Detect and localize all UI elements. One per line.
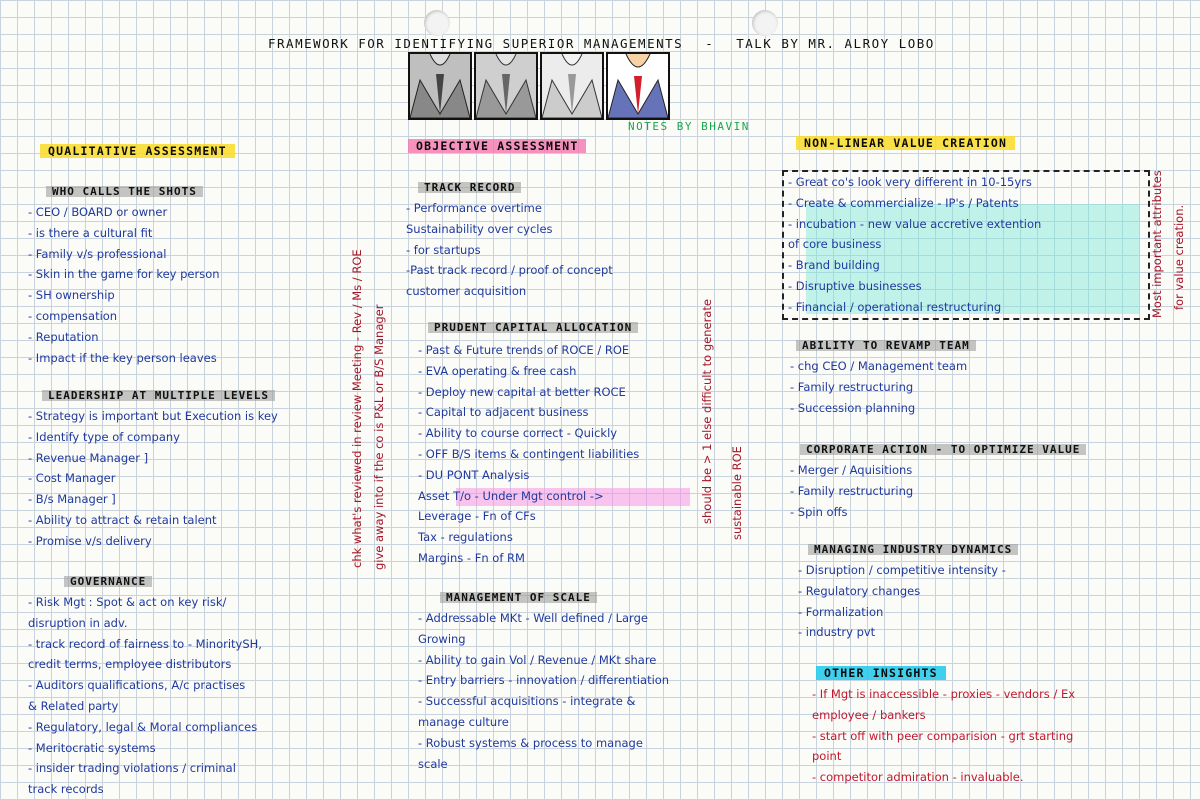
list-item: manage culture: [418, 714, 509, 729]
vertical-note-roe-threshold: should be > 1 else difficult to generate: [700, 299, 714, 524]
list-item: - SH ownership: [28, 288, 115, 303]
corporate-action-list: [790, 460, 913, 522]
list-item: - Successful acquisitions - integrate &: [418, 694, 636, 709]
suit-figure-2-icon: [474, 52, 538, 120]
notes-by-label: NOTES BY BHAVIN: [628, 120, 750, 133]
list-item: - Ability to attract & retain talent: [28, 512, 217, 527]
who-calls-heading: WHO CALLS THE SHOTS: [46, 184, 203, 199]
objective-heading: OBJECTIVE ASSESSMENT: [408, 137, 586, 155]
nonlinear-list: [788, 172, 1041, 318]
page-title: [268, 36, 935, 51]
list-item: - Formalization: [798, 604, 884, 619]
list-item: - Past & Future trends of ROCE / ROE: [418, 343, 630, 357]
list-item: - chg CEO / Management team: [790, 359, 968, 373]
suit-figure-4-icon: [606, 52, 670, 120]
scale-heading: MANAGEMENT OF SCALE: [440, 590, 597, 605]
list-item: - Merger / Aquisitions: [790, 463, 913, 477]
list-item: - OFF B/S items & contingent liabilities: [418, 446, 640, 461]
list-item: Tax - regulations: [418, 530, 513, 545]
capital-allocation-list: [418, 340, 639, 569]
industry-dynamics-heading: MANAGING INDUSTRY DYNAMICS: [808, 542, 1018, 557]
list-item: - for startups: [406, 242, 481, 257]
list-item: employee / bankers: [812, 707, 926, 722]
list-item: - Revenue Manager ]: [28, 450, 149, 465]
list-item: scale: [418, 756, 448, 771]
punch-hole-left: [424, 10, 450, 36]
suit-figure-1-icon: [408, 52, 472, 120]
scale-list: [418, 608, 669, 774]
list-item: customer acquisition: [406, 284, 527, 299]
list-item: - insider trading violations / criminal: [28, 761, 236, 776]
list-item: - track record of fairness to - MinoritySH,: [28, 636, 262, 651]
list-item: - DU PONT Analysis: [418, 467, 530, 482]
corporate-action-heading: CORPORATE ACTION - TO OPTIMIZE VALUE: [800, 442, 1086, 457]
list-item: - Ability to course correct - Quickly: [418, 426, 618, 441]
list-item: - Brand building: [788, 258, 880, 273]
list-item: - Financial / operational restructuring: [788, 299, 1002, 314]
list-item: - Create & commercialize - IP's / Patents: [788, 195, 1019, 210]
list-item: - B/s Manager ]: [28, 492, 116, 507]
list-item: - Ability to gain Vol / Revenue / MKt share: [418, 652, 657, 667]
list-item: - Risk Mgt : Spot & act on key risk/: [28, 595, 227, 609]
governance-heading: GOVERNANCE: [64, 574, 152, 589]
list-item: Asset T/o - Under Mgt control ->: [418, 488, 604, 503]
list-item: - compensation: [28, 308, 118, 323]
capital-allocation-heading: PRUDENT CAPITAL ALLOCATION: [428, 320, 638, 335]
suit-figure-3-icon: [540, 52, 604, 120]
list-item: - Impact if the key person leaves: [28, 350, 217, 365]
list-item: disruption in adv.: [28, 615, 128, 630]
list-item: - Skin in the game for key person: [28, 267, 220, 282]
list-item: - Entry barriers - innovation / differentiation: [418, 673, 670, 688]
revamp-heading: ABILITY TO REVAMP TEAM: [796, 338, 976, 353]
list-item: credit terms, employee distributors: [28, 657, 232, 672]
list-item: - CEO / BOARD or owner: [28, 205, 168, 219]
revamp-list: [790, 356, 967, 418]
list-item: -Past track record / proof of concept: [406, 263, 613, 278]
vertical-note-important: Most important attributes: [1150, 170, 1164, 318]
list-item: - start off with peer comparision - grt starting: [812, 728, 1074, 743]
list-item: - is there a cultural fit: [28, 225, 153, 240]
list-item: - Family restructuring: [790, 483, 914, 498]
list-item: - Reputation: [28, 329, 99, 344]
punch-hole-right: [752, 10, 778, 36]
list-item: - Disruption / competitive intensity -: [798, 563, 1006, 577]
nonlinear-heading: NON-LINEAR VALUE CREATION: [796, 134, 1015, 152]
list-item: - Addressable MKt - Well defined / Large: [418, 611, 648, 625]
vertical-note-sustainable-roe: sustainable ROE: [730, 446, 744, 540]
list-item: Leverage - Fn of CFs: [418, 509, 536, 524]
vertical-note-review: chk what's reviewed in review Meeting - Rev / Ms / ROE: [350, 249, 364, 568]
list-item: - Succession planning: [790, 400, 916, 415]
who-calls-list: [28, 202, 220, 368]
list-item: & Related party: [28, 698, 119, 713]
track-record-heading: TRACK RECORD: [418, 180, 521, 195]
leadership-heading: LEADERSHIP AT MULTIPLE LEVELS: [42, 388, 275, 403]
list-item: - Identify type of company: [28, 429, 180, 444]
list-item: point: [812, 749, 842, 764]
list-item: - Regulatory changes: [798, 583, 921, 598]
list-item: - Performance overtime: [406, 201, 542, 215]
suit-figures: [408, 52, 672, 120]
list-item: - Promise v/s delivery: [28, 533, 152, 548]
governance-list: [28, 592, 262, 800]
vertical-note-value-creation: for value creation.: [1172, 204, 1186, 310]
list-item: - incubation - new value accretive extention: [788, 216, 1042, 231]
list-item: - Auditors qualifications, A/c practises: [28, 678, 246, 693]
vertical-note-pl-bs: give away into if the co is P&L or B/S Manager: [372, 304, 386, 570]
list-item: - Regulatory, legal & Moral compliances: [28, 719, 258, 734]
list-item: - If Mgt is inaccessible - proxies - vendors / Ex: [812, 687, 1076, 701]
list-item: of core business: [788, 237, 882, 252]
industry-dynamics-list: [798, 560, 1006, 643]
list-item: - Spin offs: [790, 504, 848, 519]
list-item: - Meritocratic systems: [28, 740, 156, 755]
list-item: Margins - Fn of RM: [418, 550, 525, 565]
list-item: - Family restructuring: [790, 379, 914, 394]
other-insights-heading: OTHER INSIGHTS: [816, 664, 946, 682]
list-item: - Great co's look very different in 10-15yrs: [788, 175, 1032, 189]
list-item: - EVA operating & free cash: [418, 363, 577, 378]
list-item: - industry pvt: [798, 625, 876, 640]
list-item: - Strategy is important but Execution is key: [28, 409, 278, 423]
list-item: track records: [28, 782, 104, 797]
other-insights-list: [812, 684, 1075, 788]
list-item: - Capital to adjacent business: [418, 405, 589, 420]
list-item: - Cost Manager: [28, 471, 116, 486]
title-left: FRAMEWORK FOR IDENTIFYING SUPERIOR MANAGEMENTS: [268, 36, 684, 51]
title-right: TALK BY MR. ALROY LOBO: [736, 36, 935, 51]
list-item: - Disruptive businesses: [788, 278, 922, 293]
list-item: Growing: [418, 631, 466, 646]
list-item: - Family v/s professional: [28, 246, 167, 261]
qualitative-heading: QUALITATIVE ASSESSMENT: [40, 142, 235, 160]
title-separator: -: [705, 36, 715, 51]
list-item: - Deploy new capital at better ROCE: [418, 384, 626, 399]
track-record-list: [406, 198, 613, 302]
list-item: - competitor admiration - invaluable.: [812, 770, 1024, 785]
list-item: - Robust systems & process to manage: [418, 735, 643, 750]
leadership-list: [28, 406, 278, 552]
list-item: Sustainability over cycles: [406, 221, 553, 236]
